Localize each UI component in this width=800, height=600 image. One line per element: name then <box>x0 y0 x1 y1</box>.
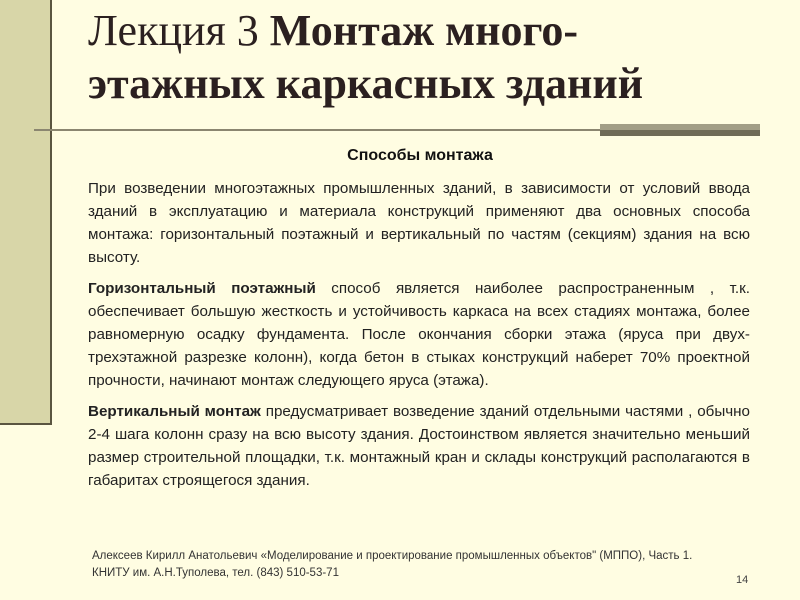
paragraph-vertical-text: предусматривает возведение зданий отдельными частями , обычно 2-4 шага колонн сразу на всю высоту здания. Достоинством является значительно меньший размер строительной площадки, т.к. монтажный кран и склады конструкций располагаются в габаритах строящегося здания. <box>88 403 751 489</box>
footer-institution-line: КНИТУ им. А.Н.Туполева, тел. (843) 510-53-71 <box>92 567 339 579</box>
title-divider-block <box>600 124 760 136</box>
paragraph-vertical <box>88 400 750 492</box>
title-lecture-number: Лекция 3 <box>88 6 270 55</box>
title-divider-line <box>34 129 600 131</box>
title-topic-line2: этажных каркасных зданий <box>88 59 644 108</box>
footer <box>92 548 752 582</box>
page-number: 14 <box>736 574 749 586</box>
body-text <box>88 177 750 500</box>
paragraph-horizontal <box>88 277 750 392</box>
paragraph-horizontal-text: способ является наиболее распространенным , т.к. обеспечивает большую жесткость и устойчивость каркаса на всех стадиях монтажа, более равномерную осадку фундамента. После окончания сборки этажа (яруса при двух- трехэтажной разрезке колонн), когда бетон в стыках конструкций наберет 70% проектной прочности, начинают монтаж следующего яруса (этажа). <box>88 280 750 389</box>
term-horizontal: Горизонтальный поэтажный <box>88 280 316 297</box>
paragraph-intro: При возведении многоэтажных промышленных зданий, в зависимости от условий ввода зданий в эксплуатацию и материала конструкций применяют два основных способа монтажа: горизонтальный поэтажный и вертикальный по частям (секциям) здания на всю высоту. <box>88 180 750 266</box>
slide-title <box>88 4 788 110</box>
footer-author-line: Алексеев Кирилл Анатольевич «Моделирование и проектирование промышленных объектов" (МППО), Часть 1. <box>92 550 693 562</box>
section-heading: Способы монтажа <box>347 147 493 164</box>
term-vertical: Вертикальный монтаж <box>88 403 261 420</box>
left-accent-bar <box>0 0 52 425</box>
title-topic-line1: Монтаж много- <box>269 6 578 55</box>
